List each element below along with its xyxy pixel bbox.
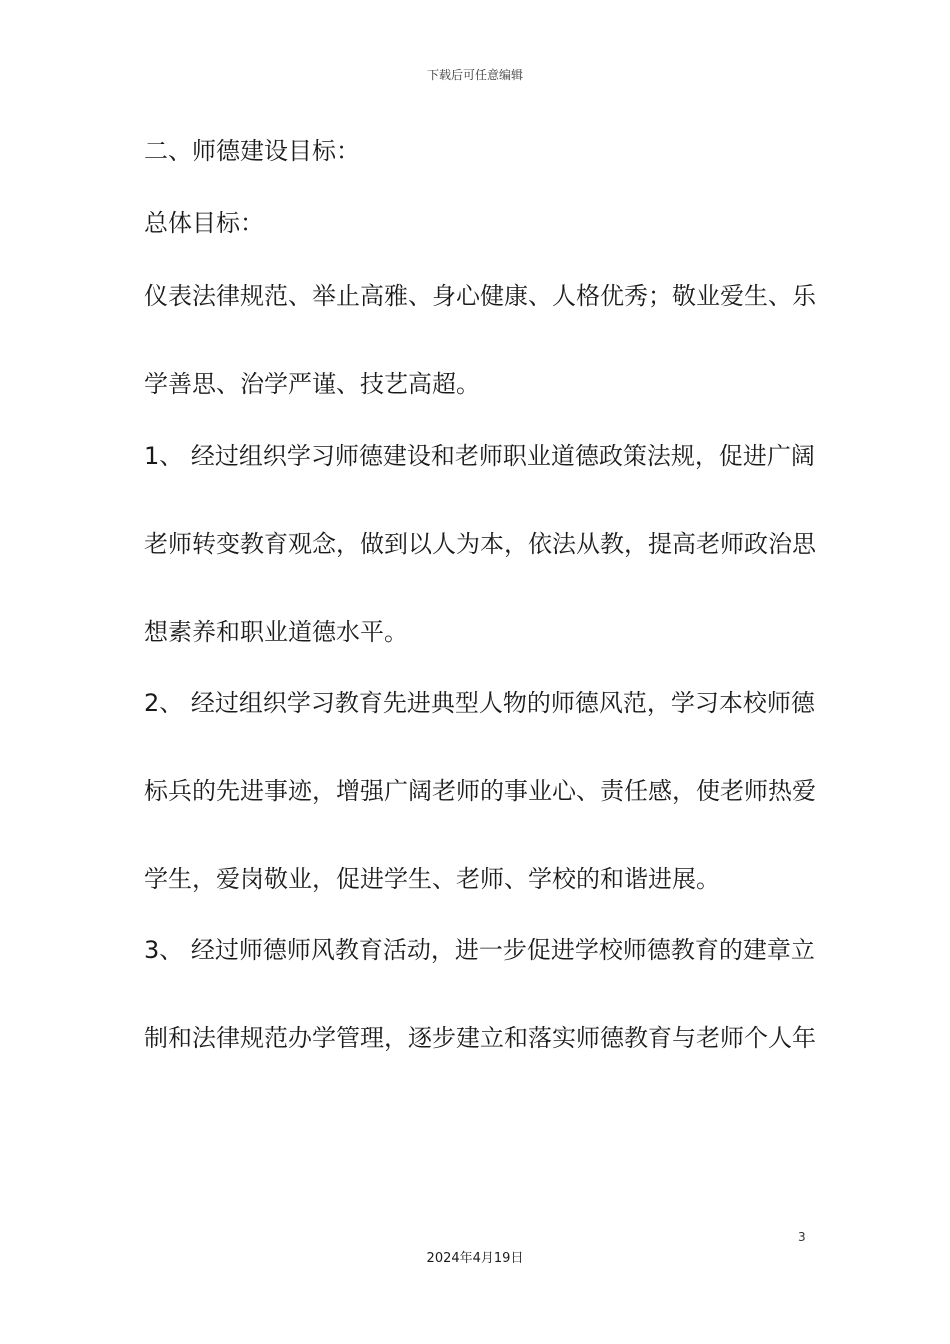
list-item-2-line: 标兵的先进事迹，增强广阔老师的事业心、责任感，使老师热爱 — [144, 777, 816, 805]
list-item-2-line: 学生，爱岗敬业，促进学生、老师、学校的和谐进展。 — [144, 865, 720, 893]
section-heading: 二、师德建设目标： — [144, 137, 360, 165]
list-item-1-line: 老师转变教育观念，做到以人为本，依法从教，提高老师政治思 — [144, 530, 816, 558]
text-line: 学善思、治学严谨、技艺高超。 — [144, 370, 480, 398]
page-number: 3 — [798, 1230, 806, 1244]
subheading: 总体目标： — [144, 209, 264, 237]
page-header: 下载后可任意编辑 — [426, 68, 523, 82]
list-item-1-line: 1、 经过组织学习师德建设和老师职业道德政策法规，促进广阔 — [144, 442, 815, 470]
footer-date: 2024年4月19日 — [426, 1251, 524, 1266]
list-item-3-line: 制和法律规范办学管理，逐步建立和落实师德教育与老师个人年 — [144, 1024, 816, 1052]
list-item-1-line: 想素养和职业道德水平。 — [144, 618, 408, 646]
list-item-3-line: 3、 经过师德师风教育活动，进一步促进学校师德教育的建章立 — [144, 936, 815, 964]
list-item-2-line: 2、 经过组织学习教育先进典型人物的师德风范，学习本校师德 — [144, 689, 815, 717]
text-line: 仪表法律规范、举止高雅、身心健康、人格优秀；敬业爱生、乐 — [144, 282, 816, 310]
